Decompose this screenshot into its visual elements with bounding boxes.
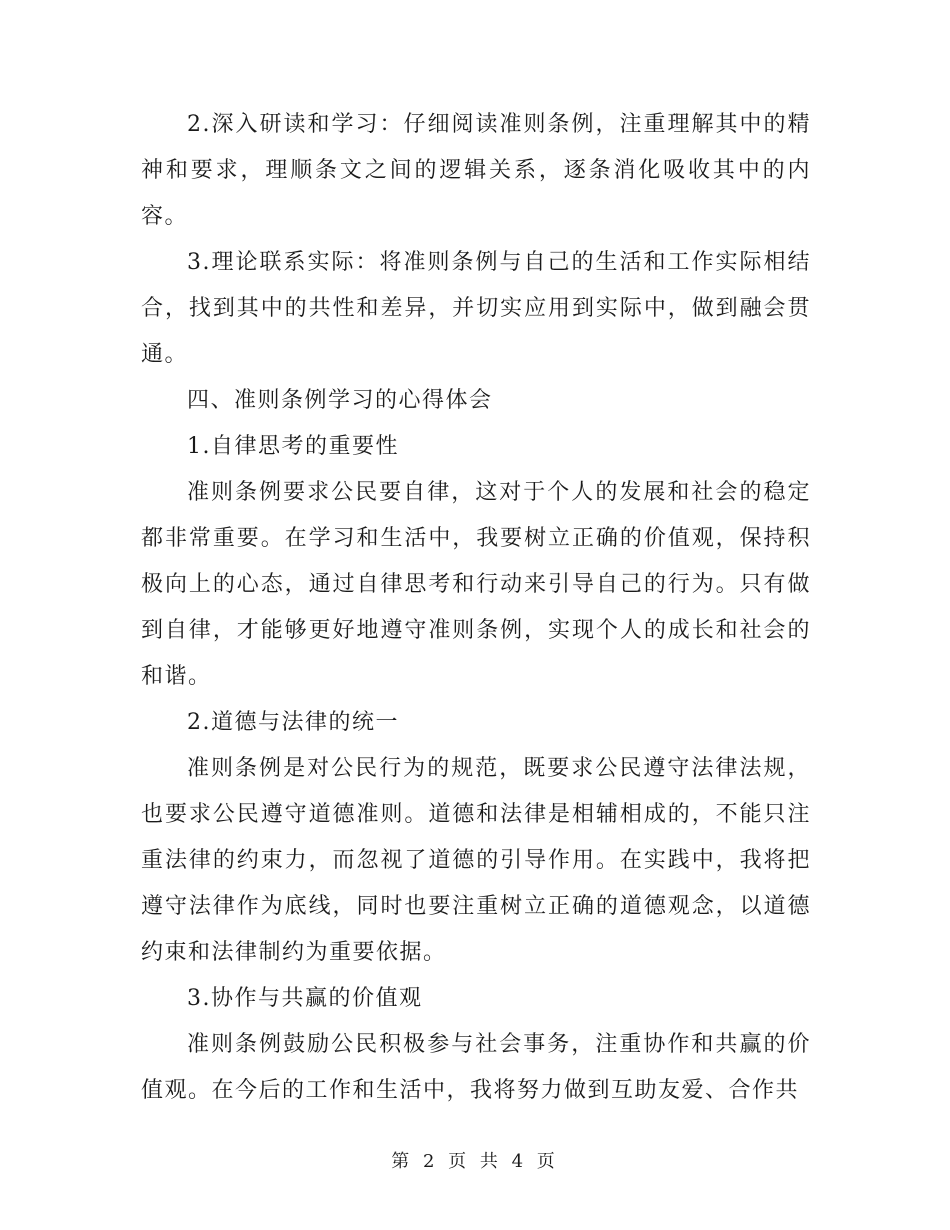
subheading-self-discipline: 1.自律思考的重要性 xyxy=(187,434,399,459)
document-body xyxy=(141,102,811,1114)
subheading-morality-law: 2.道德与法律的统一 xyxy=(187,710,399,735)
paragraph-self-discipline: 准则条例要求公民要自律，这对于个人的发展和社会的稳定都非常重要。在学习和生活中，我要树立正确的价值观，保持积极向上的心态，通过自律思考和行动来引导自己的行为。只有做到自律，才能够更好地遵守准则条例，实现个人的成长和社会的和谐。 xyxy=(141,480,811,689)
subheading-cooperation: 3.协作与共赢的价值观 xyxy=(187,986,423,1011)
paragraph-cooperation: 准则条例鼓励公民积极参与社会事务，注重协作和共赢的价值观。在今后的工作和生活中，我将努力做到互助友爱、合作共 xyxy=(141,1032,811,1103)
paragraph-study-method-2: 2.深入研读和学习：仔细阅读准则条例，注重理解其中的精神和要求，理顺条文之间的逻辑关系，逐条消化吸收其中的内容。 xyxy=(141,112,811,229)
page-number-footer: 第 2 页 共 4 页 xyxy=(391,1151,559,1172)
paragraph-study-method-3: 3.理论联系实际：将准则条例与自己的生活和工作实际相结合，找到其中的共性和差异，并切实应用到实际中，做到融会贯通。 xyxy=(141,250,811,367)
paragraph-morality-law: 准则条例是对公民行为的规范，既要求公民遵守法律法规，也要求公民遵守道德准则。道德和法律是相辅相成的，不能只注重法律的约束力，而忽视了道德的引导作用。在实践中，我将把遵守法律作为底线，同时也要注重树立正确的道德观念，以道德约束和法律制约为重要依据。 xyxy=(141,756,811,965)
section-heading-insights: 四、准则条例学习的心得体会 xyxy=(187,388,493,413)
